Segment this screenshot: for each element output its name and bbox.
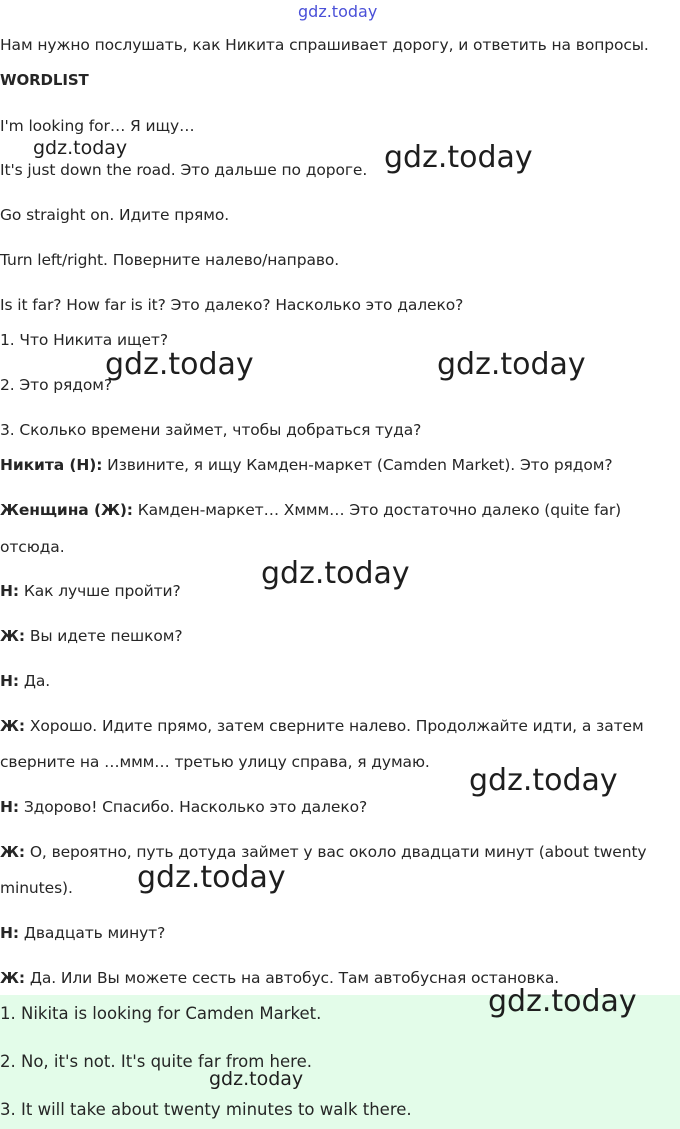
- wordlist-item: Go straight on. Идите прямо.: [0, 206, 230, 224]
- dialogue-text: Извините, я ищу Камден-маркет (Camden Market). Это рядом?: [107, 456, 613, 474]
- dialogue-text: Да. Или Вы можете сесть на автобус. Там автобусная остановка.: [29, 969, 560, 987]
- dialogue-line: [0, 923, 165, 943]
- dialogue-continuation: сверните на …ммм… третью улицу справа, я думаю.: [0, 753, 430, 771]
- speaker-label: Ж:: [0, 969, 25, 987]
- watermark: gdz.today: [437, 347, 586, 382]
- question-item: 2. Это рядом?: [0, 376, 112, 394]
- question-item: 3. Сколько времени займет, чтобы добраться туда?: [0, 421, 422, 439]
- dialogue-text: О, вероятно, путь дотуда займет у вас около двадцати минут (about twenty: [29, 843, 647, 861]
- speaker-label: Н:: [0, 672, 19, 690]
- answer-item: 3. It will take about twenty minutes to walk there.: [0, 1100, 412, 1119]
- wordlist-heading: WORDLIST: [0, 71, 89, 89]
- watermark: gdz.today: [137, 860, 286, 895]
- dialogue-line: [0, 797, 367, 817]
- watermark: gdz.today: [469, 763, 618, 798]
- watermark: gdz.today: [384, 140, 533, 175]
- dialogue-text: Да.: [23, 672, 51, 690]
- watermark: gdz.today: [261, 556, 410, 591]
- dialogue-continuation: отсюда.: [0, 538, 65, 556]
- question-item: 1. Что Никита ищет?: [0, 331, 168, 349]
- answer-item: 1. Nikita is looking for Camden Market.: [0, 1004, 322, 1023]
- watermark-top: gdz.today: [298, 2, 378, 21]
- dialogue-line: [0, 626, 182, 646]
- dialogue-line: [0, 671, 50, 691]
- speaker-label: Н:: [0, 798, 19, 816]
- watermark: gdz.today: [209, 1068, 304, 1090]
- speaker-label: Никита (Н):: [0, 456, 103, 474]
- speaker-label: Женщина (Ж):: [0, 501, 133, 519]
- watermark: gdz.today: [33, 137, 128, 159]
- dialogue-line: [0, 968, 559, 988]
- dialogue-line: [0, 455, 613, 475]
- dialogue-text: Хорошо. Идите прямо, затем сверните налево. Продолжайте идти, а затем: [29, 717, 644, 735]
- dialogue-text: Здорово! Спасибо. Насколько это далеко?: [23, 798, 368, 816]
- answer-item: 2. No, it's not. It's quite far from here.: [0, 1052, 312, 1071]
- intro-text: Нам нужно послушать, как Никита спрашивает дорогу, и ответить на вопросы.: [0, 36, 649, 54]
- dialogue-text: Вы идете пешком?: [29, 627, 183, 645]
- wordlist-item: It's just down the road. Это дальше по дороге.: [0, 161, 368, 179]
- dialogue-line: [0, 716, 644, 736]
- wordlist-item: I'm looking for… Я ищу…: [0, 117, 195, 135]
- watermark: gdz.today: [105, 347, 254, 382]
- speaker-label: Ж:: [0, 627, 25, 645]
- wordlist-item: Turn left/right. Поверните налево/направо.: [0, 251, 340, 269]
- speaker-label: Н:: [0, 924, 19, 942]
- dialogue-text: Двадцать минут?: [23, 924, 166, 942]
- speaker-label: Н:: [0, 582, 19, 600]
- speaker-label: Ж:: [0, 717, 25, 735]
- dialogue-line: [0, 842, 647, 862]
- dialogue-continuation: minutes).: [0, 879, 73, 897]
- speaker-label: Ж:: [0, 843, 25, 861]
- dialogue-line: [0, 500, 621, 520]
- dialogue-text: Камден-маркет… Хммм… Это достаточно далеко (quite far): [137, 501, 622, 519]
- wordlist-item: Is it far? How far is it? Это далеко? Насколько это далеко?: [0, 296, 464, 314]
- watermark: gdz.today: [488, 984, 637, 1019]
- dialogue-line: [0, 581, 181, 601]
- dialogue-text: Как лучше пройти?: [23, 582, 181, 600]
